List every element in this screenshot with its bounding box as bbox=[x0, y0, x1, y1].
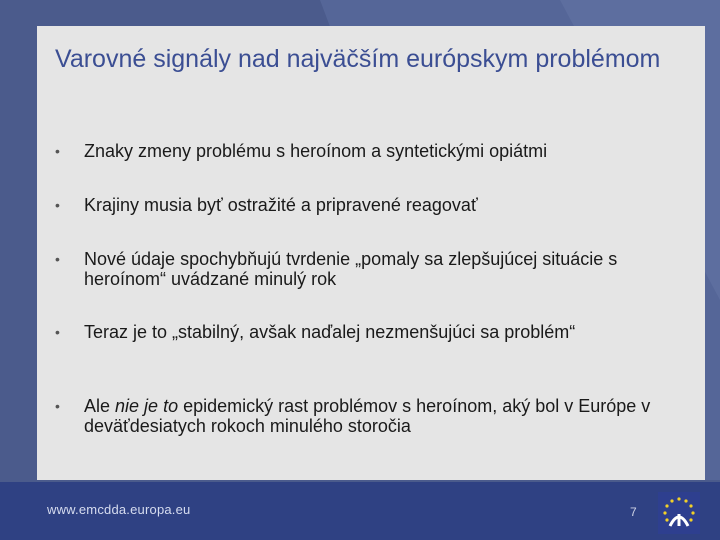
bullet-text: Znaky zmeny problému s heroínom a syntetickými opiátmi bbox=[84, 141, 548, 161]
bullet-dot-icon: • bbox=[55, 324, 60, 340]
footer-url-link[interactable]: www.emcdda.europa.eu bbox=[47, 502, 191, 517]
bullet-text: Teraz je to „stabilný, avšak naďalej nezmenšujúci sa problém“ bbox=[84, 322, 576, 342]
bullet-item bbox=[55, 141, 695, 161]
bullet-item bbox=[55, 195, 695, 215]
bullet-text: Nové údaje spochybňujú tvrdenie „pomaly sa zlepšujúcej situácie s heroínom“ uvádzané minulý rok bbox=[84, 249, 618, 289]
emcdda-logo-icon bbox=[658, 492, 700, 534]
bullet-text-emphasis: nie je to bbox=[115, 396, 179, 416]
bullet-text: Krajiny musia byť ostražité a pripravené reagovať bbox=[84, 195, 478, 215]
bullet-dot-icon: • bbox=[55, 197, 60, 213]
bullet-text-part: Ale bbox=[84, 396, 116, 416]
bullet-dot-icon: • bbox=[55, 143, 60, 159]
page-number: 7 bbox=[630, 505, 637, 519]
bullet-item bbox=[55, 249, 695, 289]
slide-title: Varovné signály nad najväčším európskym problémom bbox=[55, 45, 661, 73]
bullet-text bbox=[84, 396, 695, 436]
bullet-dot-icon: • bbox=[55, 251, 60, 267]
bullet-text-part: epidemický rast problémov s heroínom, aký bol v Európe v deväťdesiatych rokoch minulého storočia bbox=[84, 396, 651, 436]
content-panel bbox=[37, 26, 705, 480]
bullet-item bbox=[55, 396, 695, 436]
bullet-item bbox=[55, 322, 695, 342]
bullet-dot-icon: • bbox=[55, 398, 60, 414]
